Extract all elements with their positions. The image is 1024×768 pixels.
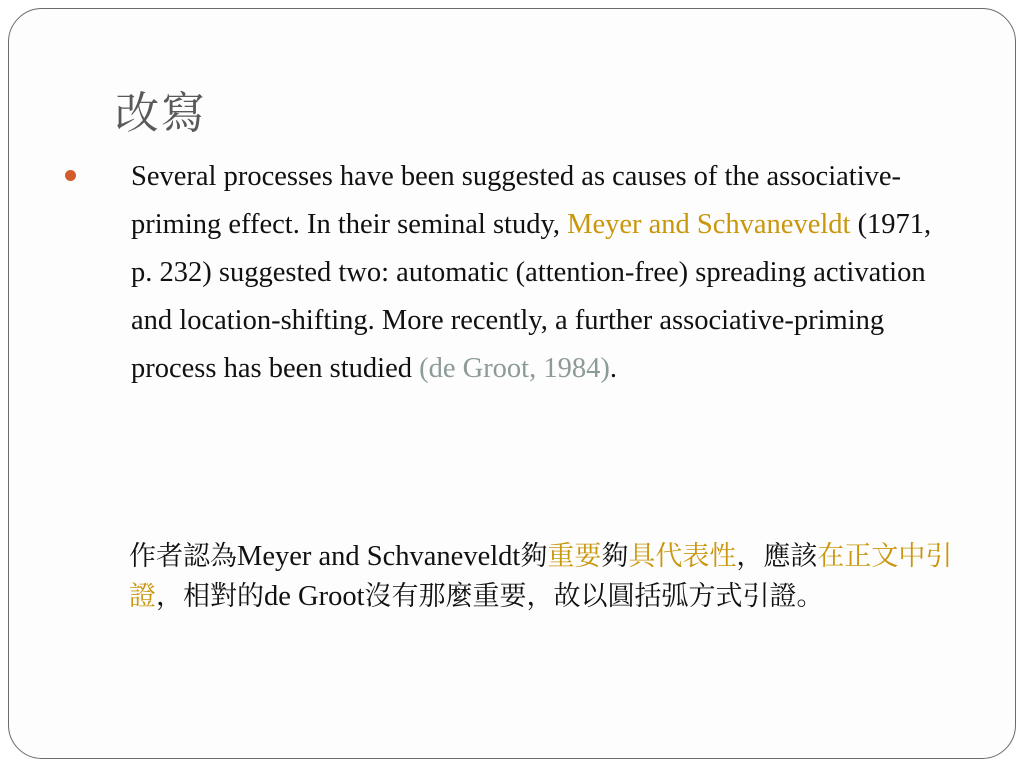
note-seg-8: 沒有那麼重要，故以圓括弧方式引證。: [364, 581, 824, 612]
bullet-dot-icon: [65, 170, 76, 181]
note-highlight-cite-in-text: 在正文中引證: [129, 541, 953, 612]
chinese-note: [129, 537, 999, 617]
note-seg-3: 夠: [520, 541, 548, 572]
note-seg-1: 作者認為: [129, 541, 237, 572]
bullet-text-part2: (1971, p. 232) suggested two: automatic (attention-free) spreading activation and location-shifting. More recently, a further associative-priming process has been studied: [131, 209, 932, 384]
note-seg-6: ，相對的: [156, 581, 264, 612]
note-highlight-representative: 具代表性: [628, 541, 737, 572]
note-seg-2: Meyer and Schvaneveldt: [237, 541, 521, 572]
slide-title: 改寫: [115, 88, 207, 139]
note-seg-7: de Groot: [264, 581, 365, 612]
note-seg-5: ，應該: [736, 541, 818, 572]
note-highlight-important: 重要: [547, 541, 602, 572]
bullet-text-part1: Several processes have been suggested as causes of the associative-priming effect. In their seminal study,: [131, 161, 902, 240]
bullet-paragraph: [131, 153, 937, 393]
note-seg-4: 夠: [601, 541, 629, 572]
citation-highlight: (de Groot, 1984): [419, 353, 610, 384]
author-highlight: Meyer and Schvaneveldt: [567, 209, 851, 240]
bullet-text-part3: .: [609, 353, 617, 384]
slide-frame: [8, 8, 1016, 759]
